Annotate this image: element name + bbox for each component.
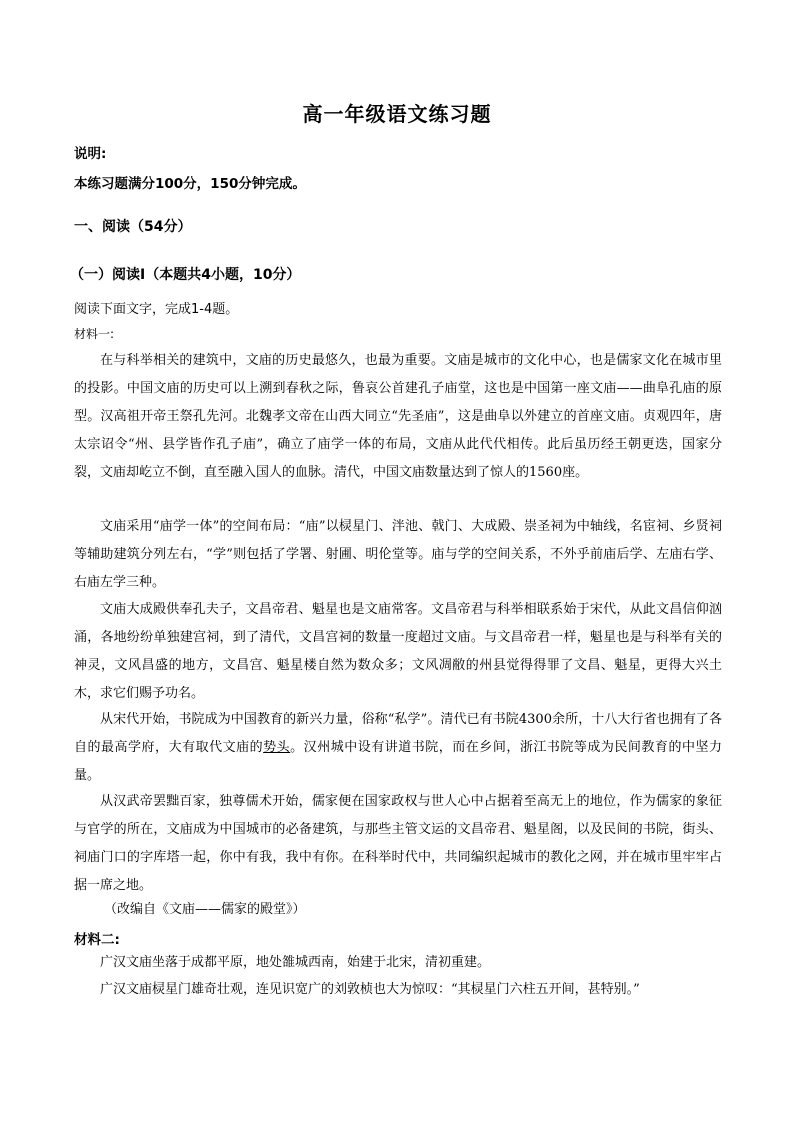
section-heading-reading: 一、阅读（54分） bbox=[74, 219, 192, 235]
material-one-paragraph-3: 文庙大成殿供奉孔夫子，文昌帝君、魁星也是文庙常客。文昌帝君与科举相联系始于宋代，从此文昌信仰汹涌，各地纷纷单独建宫祠，到了清代，文昌宫祠的数量一度超过文庙。与文昌帝君一样，魁星也是与科举有关的神灵，文风昌盛的地方，文昌宫、魁星楼自然为数众多；文风凋敝的州县觉得得罪了文昌、魁星，更得大兴土木，求它们赐予功名。 bbox=[74, 602, 722, 701]
subsection-heading-reading-1: （一）阅读Ⅰ（本题共4小题，10分） bbox=[70, 267, 301, 283]
page-title: 高一年级语文练习题 bbox=[302, 102, 492, 126]
material-two-paragraph-1: 广汉文庙坐落于成都平原，地处雒城西南，始建于北宋，清初重建。 bbox=[100, 955, 491, 970]
material-two-paragraph-2: 广汉文庙棂星门雄奇壮观，连见识宽广的刘敦桢也大为惊叹：“其棂星门六柱五开间，甚特别。” bbox=[100, 982, 640, 997]
material-one-paragraph-4 bbox=[74, 706, 722, 790]
material-one-paragraph-2: 文庙采用“庙学一体”的空间布局：“庙”以棂星门、泮池、戟门、大成殿、崇圣祠为中轴线，名宦祠、乡贤祠等辅助建筑分列左右，“学”则包括了学署、射圃、明伦堂等。庙与学的空间关系，不外乎前庙后学、左庙右学、右庙左学三种。 bbox=[74, 519, 722, 590]
material-one-source: （改编自《文庙——儒家的殿堂》） bbox=[104, 902, 306, 917]
underlined-term: 势头 bbox=[263, 740, 291, 755]
note-text: 本练习题满分100分，150分钟完成。 bbox=[74, 176, 306, 192]
material-one-paragraph-5: 从汉武帝罢黜百家，独尊儒术开始，儒家便在国家政权与世人心中占据着至高无上的地位，作为儒家的象征与官学的所在，文庙成为中国城市的必备建筑，与那些主管文运的文昌帝君、魁星阁，以及民间的书院，街头、祠庙门口的字库塔一起，你中有我，我中有你。在科举时代中，共同编织起城市的教化之网，并在城市里牢牢占据一席之地。 bbox=[74, 794, 722, 893]
paragraph-4-text-a: 从宋代开始，书院成为中国教育的新兴力量，俗称“私学”。清代已有书院4300余所，十八大行省也拥有了各自的最高学府，大有取代文庙的 bbox=[74, 712, 722, 755]
material-one-label: 材料一: bbox=[74, 327, 115, 341]
material-two-label: 材料二: bbox=[74, 932, 120, 948]
material-one-paragraph-1: 在与科举相关的建筑中，文庙的历史最悠久，也最为重要。文庙是城市的文化中心，也是儒家文化在城市里的投影。中国文庙的历史可以上溯到春秋之际，鲁哀公首建孔子庙堂，这也是中国第一座文庙——曲阜孔庙的原型。汉高祖开帝王祭孔先河。北魏孝文帝在山西大同立“先圣庙”，这是曲阜以外建立的首座文庙。贞观四年，唐太宗诏令“州、县学皆作孔子庙”，确立了庙学一体的布局，文庙从此代代相传。此后虽历经王朝更迭，国家分裂，文庙却屹立不倒，直至融入国人的血脉。清代，中国文庙数量达到了惊人的1560座。 bbox=[74, 353, 722, 480]
paragraph-4-text-b: 。汉州城中设有讲道书院，而在乡间，浙江书院等成为民间教育的中坚力量。 bbox=[74, 740, 722, 783]
note-label: 说明: bbox=[74, 146, 107, 162]
reading-instruction: 阅读下面文字，完成1-4题。 bbox=[74, 302, 239, 317]
